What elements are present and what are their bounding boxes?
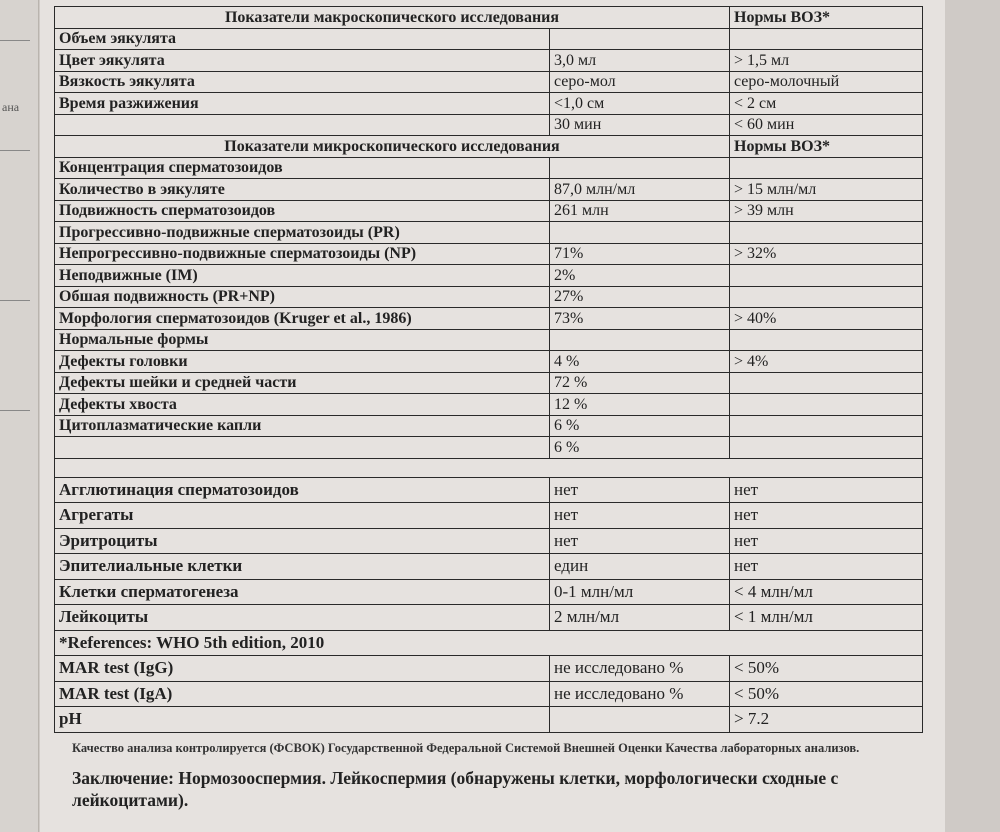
table-row: [55, 605, 923, 631]
parameter-cell: Дефекты шейки и средней части: [55, 372, 550, 394]
table-row: [55, 157, 923, 179]
parameter-cell: Дефекты хвоста: [55, 394, 550, 416]
micro-header: Показатели микроскопического исследования: [55, 136, 730, 158]
parameter-cell: Непрогрессивно-подвижные сперматозоиды (NP): [55, 243, 550, 265]
macro-header: Показатели макроскопического исследования: [55, 7, 730, 29]
table-row: [55, 200, 923, 222]
other-section: [55, 477, 923, 630]
value-cell: 72 %: [550, 372, 730, 394]
parameter-cell: Обшая подвижность (PR+NP): [55, 286, 550, 308]
norm-cell: < 60 мин: [730, 114, 923, 136]
parameter-cell: Морфология сперматозоидов (Kruger et al., 1986): [55, 308, 550, 330]
parameter-cell: Прогрессивно-подвижные сперматозоиды (PR): [55, 222, 550, 244]
value-cell: нет: [550, 477, 730, 503]
parameter-cell: Объем эякулята: [55, 28, 550, 50]
table-row: [55, 179, 923, 201]
references-note: *References: WHO 5th edition, 2010: [55, 630, 923, 656]
norm-cell: < 2 см: [730, 93, 923, 115]
value-cell: нет: [550, 503, 730, 529]
norm-cell: [730, 265, 923, 287]
macro-norms-header: Нормы ВОЗ*: [730, 7, 923, 29]
parameter-cell: Подвижность сперматозоидов: [55, 200, 550, 222]
value-cell: [550, 28, 730, 50]
norm-cell: нет: [730, 554, 923, 580]
value-cell: не исследовано %: [550, 656, 730, 682]
table-row: [55, 554, 923, 580]
norm-cell: < 1 млн/мл: [730, 605, 923, 631]
report-footer: [72, 740, 932, 811]
value-cell: 2 млн/мл: [550, 605, 730, 631]
value-cell: 6 %: [550, 437, 730, 459]
value-cell: нет: [550, 528, 730, 554]
parameter-cell: Неподвижные (IM): [55, 265, 550, 287]
parameter-cell: Агглютинация сперматозоидов: [55, 477, 550, 503]
value-cell: [550, 222, 730, 244]
table-row: [55, 243, 923, 265]
value-cell: 30 мин: [550, 114, 730, 136]
norm-cell: > 32%: [730, 243, 923, 265]
results-table-wrap: [54, 6, 922, 733]
parameter-cell: Количество в эякуляте: [55, 179, 550, 201]
parameter-cell: Время разжижения: [55, 93, 550, 115]
parameter-cell: Цитоплазматические капли: [55, 415, 550, 437]
value-cell: <1,0 см: [550, 93, 730, 115]
norm-cell: > 15 млн/мл: [730, 179, 923, 201]
norm-cell: нет: [730, 503, 923, 529]
adjacent-sheet-text: ана: [2, 100, 20, 114]
table-row: [55, 265, 923, 287]
parameter-cell: Дефекты головки: [55, 351, 550, 373]
table-row: [55, 351, 923, 373]
value-cell: 6 %: [550, 415, 730, 437]
value-cell: 3,0 мл: [550, 50, 730, 72]
parameter-cell: Нормальные формы: [55, 329, 550, 351]
norm-cell: [730, 157, 923, 179]
norm-cell: [730, 372, 923, 394]
table-row: [55, 286, 923, 308]
value-cell: [550, 329, 730, 351]
norm-cell: > 1,5 мл: [730, 50, 923, 72]
norm-cell: > 7.2: [730, 707, 923, 733]
norm-cell: нет: [730, 528, 923, 554]
norm-cell: < 50%: [730, 681, 923, 707]
norm-cell: [730, 394, 923, 416]
table-row: [55, 437, 923, 459]
table-row: [55, 93, 923, 115]
table-row: [55, 329, 923, 351]
semen-analysis-table: [54, 6, 923, 733]
value-cell: 4 %: [550, 351, 730, 373]
blank-row: [55, 458, 923, 477]
table-row: [55, 222, 923, 244]
parameter-cell: Эпителиальные клетки: [55, 554, 550, 580]
norm-cell: нет: [730, 477, 923, 503]
norm-cell: < 50%: [730, 656, 923, 682]
parameter-cell: Эритроциты: [55, 528, 550, 554]
norm-cell: [730, 28, 923, 50]
norm-cell: серо-молочный: [730, 71, 923, 93]
value-cell: 27%: [550, 286, 730, 308]
parameter-cell: Лейкоциты: [55, 605, 550, 631]
value-cell: 12 %: [550, 394, 730, 416]
references-row: [55, 630, 923, 656]
parameter-cell: Вязкость эякулята: [55, 71, 550, 93]
table-row: [55, 71, 923, 93]
table-row: [55, 477, 923, 503]
value-cell: 73%: [550, 308, 730, 330]
norm-cell: [730, 415, 923, 437]
value-cell: [550, 157, 730, 179]
parameter-cell: Клетки сперматогенеза: [55, 579, 550, 605]
table-row: [55, 503, 923, 529]
mar-ph-section: [55, 656, 923, 733]
table-row: [55, 579, 923, 605]
norm-cell: [730, 437, 923, 459]
value-cell: серо-мол: [550, 71, 730, 93]
table-row: [55, 372, 923, 394]
table-row: [55, 114, 923, 136]
conclusion: Заключение: Нормозооспермия. Лейкоспермия (обнаружены клетки, морфологически сходные с лейкоцитами).: [72, 768, 839, 810]
table-row: [55, 656, 923, 682]
table-row: [55, 308, 923, 330]
norm-cell: [730, 329, 923, 351]
value-cell: 0-1 млн/мл: [550, 579, 730, 605]
value-cell: 71%: [550, 243, 730, 265]
micro-section: [55, 136, 923, 459]
value-cell: 87,0 млн/мл: [550, 179, 730, 201]
norm-cell: > 39 млн: [730, 200, 923, 222]
parameter-cell: [55, 437, 550, 459]
quality-control-note: Качество анализа контролируется (ФСВОК) Государственной Федеральной Системой Внешней Оценки Качества лабораторных анализов.: [72, 741, 860, 755]
parameter-cell: [55, 114, 550, 136]
parameter-cell: Цвет эякулята: [55, 50, 550, 72]
references-section: [55, 630, 923, 656]
norm-cell: > 4%: [730, 351, 923, 373]
table-row: [55, 50, 923, 72]
parameter-cell: MAR test (IgG): [55, 656, 550, 682]
value-cell: един: [550, 554, 730, 580]
table-row: [55, 28, 923, 50]
parameter-cell: pH: [55, 707, 550, 733]
parameter-cell: Концентрация сперматозоидов: [55, 157, 550, 179]
micro-header-row: [55, 136, 923, 158]
value-cell: 2%: [550, 265, 730, 287]
table-row: [55, 415, 923, 437]
spacer-section: [55, 458, 923, 477]
parameter-cell: Агрегаты: [55, 503, 550, 529]
table-row: [55, 394, 923, 416]
parameter-cell: MAR test (IgA): [55, 681, 550, 707]
adjacent-sheet: [0, 0, 39, 832]
norm-cell: [730, 222, 923, 244]
value-cell: [550, 707, 730, 733]
value-cell: 261 млн: [550, 200, 730, 222]
micro-norms-header: Нормы ВОЗ*: [730, 136, 923, 158]
macro-header-row: [55, 7, 923, 29]
norm-cell: [730, 286, 923, 308]
value-cell: не исследовано %: [550, 681, 730, 707]
table-row: [55, 707, 923, 733]
table-row: [55, 681, 923, 707]
norm-cell: < 4 млн/мл: [730, 579, 923, 605]
macro-section: [55, 7, 923, 136]
table-row: [55, 528, 923, 554]
norm-cell: > 40%: [730, 308, 923, 330]
